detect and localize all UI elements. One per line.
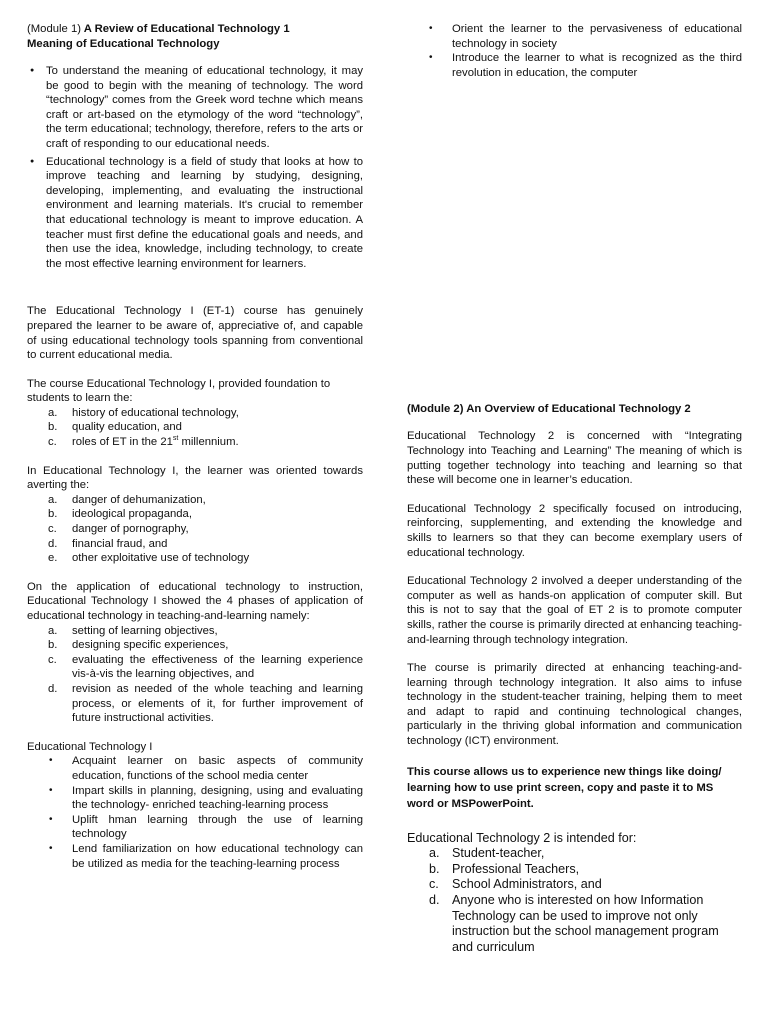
module2-paragraph: Educational Technology 2 is concerned with “Integrating Technology into Teaching and Learning” The meaning of which is putting together technology into teaching and learning so that these will become one in learner’s education. <box>407 430 742 487</box>
module1-title <box>27 22 363 37</box>
list-item: b. Professional Teachers, <box>429 861 580 876</box>
list-item: • Orient the learner to the pervasiveness of educational technology in society <box>407 22 742 51</box>
module1-bullet: ● Educational technology is a field of study that looks at how to improve teaching and learning by studying, designing, developing, implementing, and evaluating the instructional environment and learning materials. It's crucial to remember that educational technology is meant to improve education. A teacher must first define the educational goals and needs, and then use the idea, knowledge, including technology, to create the most effective learning environment for learners. <box>27 155 363 272</box>
foundation-list <box>27 406 363 450</box>
list-item: • Acquaint learner on basic aspects of community education, functions of the school media center <box>27 754 363 783</box>
list-item: d. financial fraud, and <box>48 537 168 550</box>
module1-title-prefix: (Module 1) <box>27 23 81 35</box>
list-item: a. Student-teacher, <box>429 846 545 861</box>
module2-paragraph: The course is primarily directed at enhancing teaching-and-learning through technology integration. It also aims to infuse technology in the student-teacher training, helping them to meet and adapt to rapid and continuing technological changes, particularly in the thriving global information and communication technology (ICT) environment. <box>407 662 742 748</box>
et1-heading: Educational Technology I <box>27 740 153 753</box>
module2-title: (Module 2) An Overview of Educational Technology 2 <box>407 403 691 416</box>
module2-bold-paragraph: This course allows us to experience new things like doing/ learning how to use print screen, copy and paste it to MS word or MSPowerPoint. <box>407 765 722 810</box>
list-item: • Lend familiarization on how educational technology can be utilized as media for the teaching-learning process <box>27 842 363 871</box>
list-item: a. history of educational technology, <box>48 406 239 419</box>
phases-paragraph: On the application of educational technology to instruction, Educational Technology I showed the 4 phases of application of educational technology in teaching-and-learning namely: <box>27 580 363 622</box>
et1-bullet-list <box>27 754 363 871</box>
foundation-paragraph: The course Educational Technology I, provided foundation to students to learn the: <box>27 377 331 405</box>
module2-paragraph: Educational Technology 2 specifically focused on introducing, reinforcing, supplementing, and extending the knowledge and skills to learners so that they can become exemplary users of educational technology. <box>407 502 742 559</box>
module2-paragraph: Educational Technology 2 involved a deeper understanding of the computer as well as hands-on application of computer skill. But this is not to say that the goal of ET 2 is to promote computer skills, rather the course is primarily directed at enhancing teaching-and-learning through technology integration. <box>407 575 742 646</box>
list-item: d. Anyone who is interested on how Information Technology can be used to improve not only instruction but the school management program and curriculum <box>429 893 719 954</box>
list-item: • Uplift hman learning through the use of learning technology <box>27 813 363 842</box>
averting-list <box>27 493 363 566</box>
module1-bullet: ● To understand the meaning of educational technology, it may be good to begin with the meaning of technology. The word “technology” comes from the Greek word techne which means craft or art-based on the etymology of the word “technology”, the term educational; technology, therefore, refers to the arts or craft of responding to our educational needs. <box>27 64 363 152</box>
left-column <box>27 22 363 871</box>
list-item: c. roles of ET in the 21st millennium. <box>48 435 239 449</box>
list-item: c. School Administrators, and <box>429 877 602 892</box>
averting-paragraph: In Educational Technology I, the learner was oriented towards averting the: <box>27 464 363 492</box>
intended-section <box>407 831 742 956</box>
list-item: a. setting of learning objectives, <box>48 624 218 637</box>
intended-list <box>407 846 742 955</box>
list-item: b. quality education, and <box>48 421 182 434</box>
list-item: c. evaluating the effectiveness of the learning experience vis-à-vis the learning objectives, and <box>48 653 363 681</box>
list-item: a. danger of dehumanization, <box>48 493 206 506</box>
list-item: • Impart skills in planning, designing, using and evaluating the technology- enriched teaching-learning process <box>27 784 363 813</box>
list-item: c. danger of pornography, <box>48 523 189 536</box>
intended-heading: Educational Technology 2 is intended for: <box>407 830 637 845</box>
list-item: e. other exploitative use of technology <box>48 552 250 565</box>
module1-subtitle: Meaning of Educational Technology <box>27 38 220 50</box>
module1-bullet-list <box>27 64 363 271</box>
list-item: b. ideological propaganda, <box>48 508 192 521</box>
list-item: • Introduce the learner to what is recognized as the third revolution in education, the computer <box>407 51 742 80</box>
module1-title-rest: A Review of Educational Technology 1 <box>81 23 290 35</box>
list-item: d. revision as needed of the whole teaching and learning process, or elements of it, for further improvement of future instructional activities. <box>48 682 363 725</box>
phases-list <box>27 624 363 726</box>
right-bullet-list <box>407 22 742 80</box>
list-item: b. designing specific experiences, <box>48 639 229 652</box>
right-column <box>407 22 742 955</box>
et1-paragraph: The Educational Technology I (ET-1) course has genuinely prepared the learner to be aware of, appreciative of, and capable of using educational technology tools spanning from conventional to current educational media. <box>27 305 363 362</box>
